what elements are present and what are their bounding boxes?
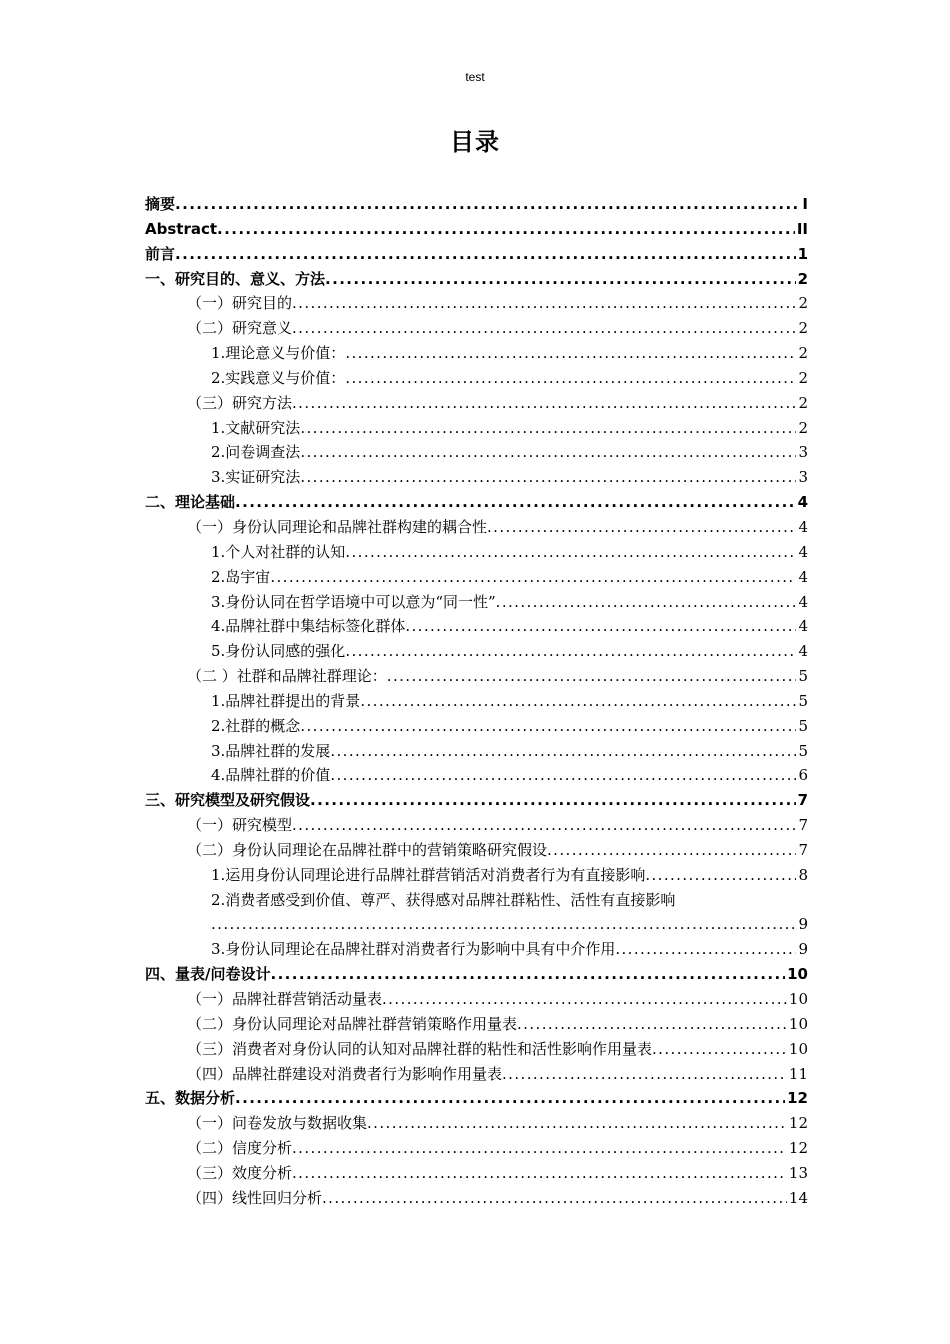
toc-entry-label: 4.品牌社群的价值 xyxy=(211,766,331,785)
toc-entry-label: Abstract xyxy=(145,219,218,238)
toc-entry-page: 10 xyxy=(787,965,808,984)
toc-entry[interactable] xyxy=(145,391,808,416)
table-of-contents xyxy=(145,192,808,1211)
toc-entry-label: （四）品牌社群建设对消费者行为影响作用量表 xyxy=(187,1064,503,1083)
toc-entry-label: （三）效度分析 xyxy=(187,1163,293,1182)
toc-leader-dots xyxy=(175,192,800,217)
toc-entry-label: （一）研究模型 xyxy=(187,816,293,835)
toc-entry-label: 三、研究模型及研究假设 xyxy=(145,791,311,810)
toc-leader-dots xyxy=(325,267,796,292)
toc-entry-page: 2 xyxy=(798,294,808,313)
toc-entry[interactable] xyxy=(145,217,808,242)
toc-entry-page: 2 xyxy=(797,269,808,288)
toc-leader-dots xyxy=(345,639,796,664)
toc-leader-dots xyxy=(300,714,796,739)
toc-entry[interactable] xyxy=(145,788,808,813)
toc-leader-dots xyxy=(270,962,785,987)
toc-entry[interactable] xyxy=(145,739,808,764)
toc-leader-dots xyxy=(292,1161,787,1186)
toc-leader-dots xyxy=(235,490,796,515)
toc-entry-label: （二）身份认同理论在品牌社群中的营销策略研究假设 xyxy=(187,840,548,859)
toc-leader-dots xyxy=(405,614,796,639)
toc-entry-page: 7 xyxy=(797,791,808,810)
toc-entry-label: （一）研究目的 xyxy=(187,294,293,313)
toc-entry[interactable] xyxy=(145,1062,808,1087)
toc-leader-dots xyxy=(487,515,796,540)
toc-entry-label: 2.问卷调查法 xyxy=(211,443,301,462)
toc-entry[interactable] xyxy=(145,763,808,788)
toc-entry-label: （一）身份认同理论和品牌社群构建的耦合性 xyxy=(187,517,488,536)
toc-entry[interactable] xyxy=(145,242,808,267)
toc-leader-dots xyxy=(175,242,796,267)
toc-entry-page: 12 xyxy=(787,1089,808,1108)
toc-entry-page: 7 xyxy=(798,840,808,859)
toc-entry[interactable] xyxy=(145,1161,808,1186)
toc-entry-page: 2 xyxy=(798,319,808,338)
toc-entry[interactable] xyxy=(145,291,808,316)
toc-entry-page: 4 xyxy=(798,542,808,561)
toc-entry-label: 2.实践意义与价值： xyxy=(211,368,346,387)
toc-entry-label: 2.岛宇宙 xyxy=(211,567,271,586)
toc-leader-dots xyxy=(292,316,796,341)
toc-leader-dots xyxy=(322,1186,787,1211)
toc-entry-page: 1 xyxy=(797,244,808,263)
toc-entry[interactable] xyxy=(145,1037,808,1062)
toc-entry-label: 3.身份认同理论在品牌社群对消费者行为影响中具有中介作用 xyxy=(211,940,616,959)
toc-entry[interactable] xyxy=(145,639,808,664)
toc-entry-label: 4.品牌社群中集结标签化群体 xyxy=(211,617,406,636)
toc-entry-page: 9 xyxy=(798,915,808,934)
toc-leader-dots xyxy=(547,838,796,863)
toc-entry[interactable] xyxy=(145,565,808,590)
toc-entry-page: 12 xyxy=(788,1114,808,1133)
toc-entry-page: 12 xyxy=(788,1139,808,1158)
toc-entry[interactable] xyxy=(145,316,808,341)
toc-entry-page: 6 xyxy=(798,766,808,785)
toc-entry-page: II xyxy=(796,219,808,238)
toc-leader-dots xyxy=(300,416,796,441)
toc-leader-dots xyxy=(292,813,796,838)
toc-entry-label: （二 ）社群和品牌社群理论： xyxy=(187,667,387,686)
toc-entry[interactable] xyxy=(145,689,808,714)
toc-entry[interactable] xyxy=(145,366,808,391)
toc-entry[interactable] xyxy=(145,490,808,515)
toc-entry-page: 14 xyxy=(788,1188,808,1207)
toc-leader-dots xyxy=(517,1012,787,1037)
toc-leader-dots xyxy=(367,1111,787,1136)
toc-leader-dots xyxy=(270,565,796,590)
toc-leader-dots xyxy=(330,739,796,764)
toc-entry-label: （二）研究意义 xyxy=(187,319,293,338)
toc-leader-dots xyxy=(345,341,796,366)
toc-leader-dots xyxy=(292,291,796,316)
toc-leader-dots xyxy=(387,664,797,689)
toc-leader-dots xyxy=(360,689,796,714)
toc-entry[interactable] xyxy=(145,863,808,888)
toc-entry-page: 5 xyxy=(798,667,808,686)
toc-entry-page: 2 xyxy=(798,368,808,387)
toc-entry-page: 10 xyxy=(788,1014,808,1033)
toc-entry-label: （二）信度分析 xyxy=(187,1139,293,1158)
toc-entry-page: 13 xyxy=(788,1163,808,1182)
toc-entry-label: （四）线性回归分析 xyxy=(187,1188,323,1207)
toc-entry[interactable] xyxy=(145,440,808,465)
toc-entry[interactable] xyxy=(145,714,808,739)
toc-entry[interactable] xyxy=(145,465,808,490)
toc-entry-page: 4 xyxy=(798,642,808,661)
toc-leader-dots xyxy=(310,788,796,813)
toc-entry-label: 2.消费者感受到价值、尊严、获得感对品牌社群粘性、活性有直接影响 xyxy=(211,890,676,909)
toc-entry[interactable] xyxy=(145,515,808,540)
toc-entry-page: 4 xyxy=(798,592,808,611)
toc-leader-dots xyxy=(292,391,796,416)
toc-entry-label: 四、量表/问卷设计 xyxy=(145,965,271,984)
toc-entry-label: 1.理论意义与价值： xyxy=(211,344,346,363)
toc-entry[interactable] xyxy=(145,614,808,639)
toc-entry-label: 3.实证研究法 xyxy=(211,468,301,487)
toc-entry[interactable] xyxy=(145,888,808,913)
page-header: test xyxy=(465,70,485,84)
toc-entry[interactable] xyxy=(145,1136,808,1161)
toc-entry-label: 摘要 xyxy=(145,195,176,213)
toc-entry-page: 2 xyxy=(798,418,808,437)
toc-leader-dots xyxy=(330,763,796,788)
toc-entry-page: 10 xyxy=(788,1039,808,1058)
toc-leader-dots xyxy=(382,987,787,1012)
toc-entry-page: 4 xyxy=(798,517,808,536)
toc-entry[interactable] xyxy=(145,540,808,565)
toc-leader-dots xyxy=(345,540,796,565)
toc-entry-label: 1.文献研究法 xyxy=(211,418,301,437)
toc-entry[interactable] xyxy=(145,416,808,441)
toc-entry-label: 3.品牌社群的发展 xyxy=(211,741,331,760)
toc-leader-dots xyxy=(345,366,796,391)
toc-entry-label: 五、数据分析 xyxy=(145,1089,236,1108)
toc-leader-dots xyxy=(292,1136,787,1161)
toc-entry[interactable] xyxy=(145,192,808,217)
toc-entry-label: 1.个人对社群的认知 xyxy=(211,542,346,561)
toc-entry[interactable] xyxy=(145,962,808,987)
toc-entry-label: （三）研究方法 xyxy=(187,393,293,412)
toc-entry-page: 11 xyxy=(788,1064,808,1083)
toc-entry[interactable] xyxy=(145,341,808,366)
toc-entry-label: 1.品牌社群提出的背景 xyxy=(211,691,361,710)
toc-entry-label: 前言 xyxy=(145,244,176,263)
toc-entry-page: 8 xyxy=(798,865,808,884)
toc-leader-dots xyxy=(496,590,797,615)
toc-entry-page: 3 xyxy=(798,468,808,487)
toc-entry[interactable] xyxy=(145,267,808,292)
toc-entry[interactable] xyxy=(145,1186,808,1211)
toc-entry-label: （二）身份认同理论对品牌社群营销策略作用量表 xyxy=(187,1014,518,1033)
toc-entry[interactable] xyxy=(145,590,808,615)
toc-entry-page: I xyxy=(802,195,808,213)
toc-leader-dots xyxy=(615,937,796,962)
toc-entry-label: 5.身份认同感的强化 xyxy=(211,642,346,661)
toc-leader-dots xyxy=(652,1037,787,1062)
toc-entry-label: （三）消费者对身份认同的认知对品牌社群的粘性和活性影响作用量表 xyxy=(187,1039,653,1058)
toc-entry[interactable] xyxy=(145,838,808,863)
toc-entry-page: 9 xyxy=(798,940,808,959)
toc-entry[interactable] xyxy=(145,1086,808,1111)
toc-entry[interactable] xyxy=(145,664,808,689)
toc-leader-dots xyxy=(217,217,795,242)
toc-entry-page: 5 xyxy=(798,691,808,710)
toc-entry[interactable] xyxy=(145,1012,808,1037)
toc-leader-dots xyxy=(300,465,796,490)
page-title: 目录 xyxy=(450,128,500,156)
toc-entry-page: 4 xyxy=(798,617,808,636)
toc-leader-dots xyxy=(235,1086,785,1111)
toc-entry-label: 1.运用身份认同理论进行品牌社群营销活对消费者行为有直接影响 xyxy=(211,865,646,884)
toc-entry[interactable] xyxy=(145,1111,808,1136)
toc-entry[interactable] xyxy=(145,937,808,962)
toc-entry[interactable] xyxy=(145,912,808,937)
toc-entry-label: 二、理论基础 xyxy=(145,493,236,512)
toc-entry-label: 3.身份认同在哲学语境中可以意为“同一性” xyxy=(211,592,496,611)
toc-leader-dots xyxy=(502,1062,787,1087)
toc-entry-page: 7 xyxy=(798,816,808,835)
toc-leader-dots xyxy=(211,912,796,937)
toc-leader-dots xyxy=(300,440,796,465)
toc-entry[interactable] xyxy=(145,813,808,838)
toc-entry-label: 一、研究目的、意义、方法 xyxy=(145,269,326,288)
toc-entry-label: （一）品牌社群营销活动量表 xyxy=(187,990,383,1008)
toc-entry-label: 2.社群的概念 xyxy=(211,716,301,735)
toc-leader-dots xyxy=(645,863,796,888)
toc-entry-page: 5 xyxy=(798,741,808,760)
toc-entry-page: 2 xyxy=(798,344,808,363)
toc-entry-page: 10 xyxy=(788,990,808,1008)
toc-entry-page: 2 xyxy=(798,393,808,412)
toc-entry-page: 3 xyxy=(798,443,808,462)
toc-entry[interactable] xyxy=(145,987,808,1012)
toc-entry-page: 5 xyxy=(798,716,808,735)
toc-entry-page: 4 xyxy=(798,567,808,586)
toc-entry-label: （一）问卷发放与数据收集 xyxy=(187,1114,368,1133)
toc-entry-page: 4 xyxy=(797,493,808,512)
